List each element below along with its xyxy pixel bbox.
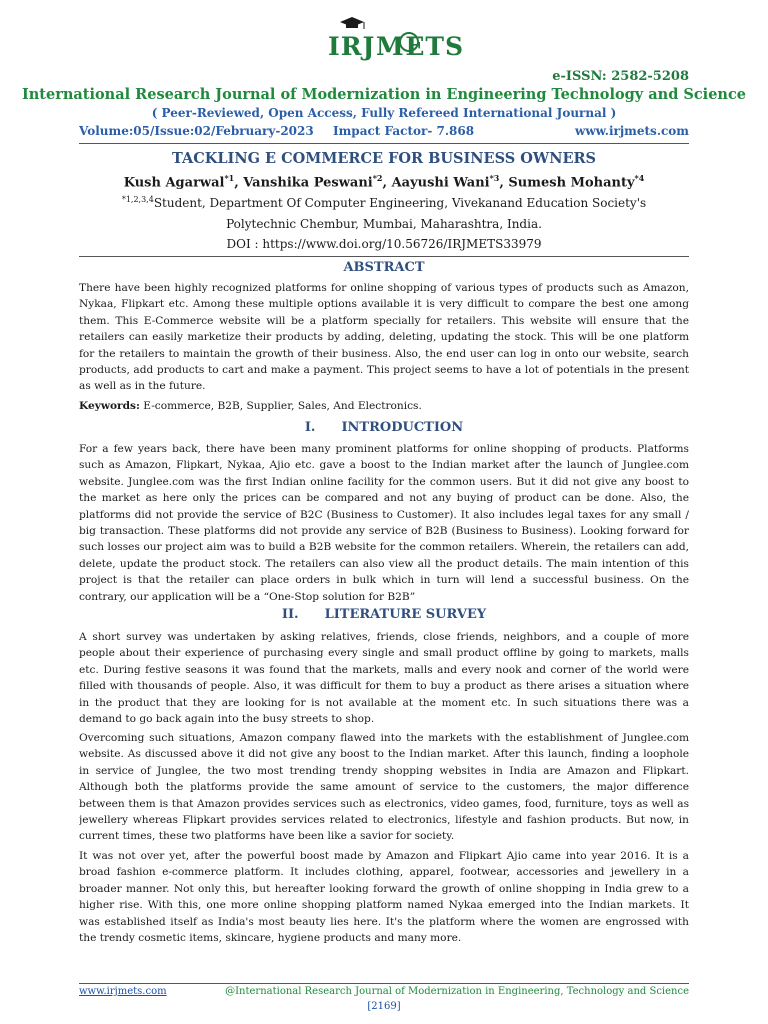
text-line: broader manner. Not only this, but hereafter looking forward the growth of online shopping in India grew to a bbox=[79, 882, 689, 895]
author-list: Kush Agarwal$^{*1}$, Vanshika Peswani$^{*2}$, Aayushi Wani$^{*3}$, Sumesh Mohanty$^{*4}$ bbox=[123, 173, 645, 191]
text-line: platforms did not provide the service of B2C (Business to Customer). It also includes legal taxes for any small / bbox=[79, 508, 689, 521]
text-line: project is that the retailer can place orders in bulk which in turn will lend a successful business. On the bbox=[79, 574, 689, 587]
header-divider bbox=[79, 143, 689, 144]
text-line: A short survey was undertaken by asking relatives, friends, close friends, neighbors, and a couple of more bbox=[79, 631, 689, 643]
footer-divider bbox=[79, 983, 689, 984]
volume-row bbox=[79, 124, 689, 142]
abstract-heading: ABSTRACT bbox=[343, 260, 425, 275]
text-line: big transaction. These platforms did not provide any service of B2B (Business to Business). Looking forward for bbox=[79, 524, 689, 537]
abstract-paragraph bbox=[79, 280, 689, 395]
author-sup: *4 bbox=[634, 173, 645, 183]
text-line: as well as in the future. bbox=[79, 380, 206, 393]
text-line: current times, these two platforms have been like a savior for society. bbox=[79, 830, 455, 843]
text-line: demand to go back again into the busy streets to shop. bbox=[79, 712, 375, 725]
author-name: Sumesh Mohanty bbox=[508, 175, 635, 191]
text-line: Although both the platforms provide the same amount of service to the customers, the major difference bbox=[79, 781, 689, 794]
journal-logo: IRJMETS bbox=[318, 14, 458, 64]
text-line: jewellery whereas Flipkart provides services related to electronics, lifestyle and fashion products. But now, in bbox=[79, 813, 689, 826]
text-line: broad fashion e-commerce platform. It includes clothing, apparel, footwear, accessories and jewellery in a bbox=[79, 866, 689, 879]
doi-link[interactable]: DOI : https://www.doi.org/10.56726/IRJMETS33979 bbox=[226, 237, 542, 251]
logo-text-left: IRJ bbox=[328, 32, 376, 61]
impact-factor: Impact Factor- 7.868 bbox=[333, 124, 475, 138]
text-line: website. As discussed above it did not give any boost to the Indian market. After this launch, finding a loophole bbox=[79, 748, 689, 761]
text-line: Nykaa, Flipkart etc. Among these multiple options available it is very difficult to compare the best one among bbox=[79, 298, 689, 311]
footer-copyright: @International Research Journal of Modernization in Engineering, Technology and Science bbox=[225, 986, 689, 997]
text-line: people about their experience of purchasing every single and small product offline by going to markets, malls bbox=[79, 647, 689, 660]
affiliation-sup: *1,2,3,4 bbox=[121, 195, 154, 204]
text-line: them. This E-Commerce website will be a platform specially for retailers. This website will ensure that the bbox=[79, 314, 689, 327]
text-line: in service of Junglee, the two most trending trendy shopping websites in India are Amazon and Flipkart. bbox=[79, 764, 689, 777]
section-number: II. bbox=[281, 607, 299, 622]
author-sup: *3 bbox=[489, 173, 500, 183]
footer-website-link[interactable]: www.irjmets.com bbox=[79, 986, 167, 997]
text-line: the trendy cosmetic items, skincare, hygiene products and many more. bbox=[79, 931, 462, 944]
website-link[interactable]: www.irjmets.com bbox=[575, 124, 689, 138]
literature-paragraph-2 bbox=[79, 730, 689, 845]
text-line: filled with thousands of people. Also, it was difficult for them to buy a product as there arises a situation where bbox=[79, 680, 689, 693]
issn: e-ISSN: 2582-5208 bbox=[552, 69, 689, 84]
author-name: Aayushi Wani bbox=[391, 175, 490, 191]
text-line: contrary, our application will be a “One-Stop solution for B2B” bbox=[79, 590, 416, 603]
author-name: Kush Agarwal bbox=[123, 175, 225, 191]
text-line: For a few years back, there have been many prominent platforms for online shopping of products. Platforms bbox=[79, 443, 689, 455]
text-line: Overcoming such situations, Amazon company flawed into the markets with the establishment of Junglee.com bbox=[79, 732, 689, 744]
literature-paragraph-1 bbox=[79, 629, 689, 727]
logo-text-right: ETS bbox=[405, 32, 465, 61]
text-line: the market as here only the prices can be compared and not any buying of product can be done. Also, the bbox=[79, 492, 689, 505]
keywords-value: E-commerce, B2B, Supplier, Sales, And Electronics. bbox=[139, 400, 422, 412]
author-name: Vanshika Peswani bbox=[243, 175, 373, 191]
text-line: such as Amazon, Flipkart, Nykaa, Ajio etc. gave a boost to the Indian market after the launch of Junglee.com bbox=[79, 459, 689, 472]
text-line: between them is that Amazon provides services such as electronics, video games, food, furniture, toys as well as bbox=[79, 797, 689, 810]
title-divider bbox=[79, 256, 689, 257]
text-line: higher rise. With this, one more online shopping platform named Nykaa emerged into the Indian markets. It bbox=[79, 899, 689, 912]
text-line: website. Junglee.com was the first Indian online facility for the common users. But it did not give any boost to bbox=[79, 475, 689, 488]
author-sup: *2 bbox=[372, 173, 383, 183]
text-line: for the retailers to maintain the growth of their business. Also, the end user can log in onto our website, search bbox=[79, 347, 689, 360]
literature-heading bbox=[0, 607, 768, 622]
text-line: such losses our project aim was to build a B2B website for the common retailers. Wherein, the retailers can add, bbox=[79, 541, 689, 554]
keywords bbox=[79, 400, 689, 412]
volume-info: Volume:05/Issue:02/February-2023 bbox=[79, 124, 314, 138]
text-line: was established itself as India's most beauty lies here. It's the platform where the women are engrossed with bbox=[79, 915, 689, 928]
paper-title: TACKLING E COMMERCE FOR BUSINESS OWNERS bbox=[171, 150, 597, 167]
text-line: etc. During festive seasons it was found that the markets, malls and every nook and corner of the world were bbox=[79, 663, 689, 676]
affiliation-line-1: $^{*1,2,3,4}$Student, Department Of Computer Engineering, Vivekanand Education Society's bbox=[121, 195, 647, 210]
text-line: products, add products to cart and make a payment. This project seems to have a lot of potentials in the present bbox=[79, 363, 689, 376]
text-line: in the product that they are looking for is not available at the moment etc. In such situations there was a bbox=[79, 696, 689, 709]
introduction-paragraph bbox=[79, 441, 689, 605]
peer-review-note: ( Peer-Reviewed, Open Access, Fully Refereed International Journal ) bbox=[151, 106, 617, 120]
text-line: It was not over yet, after the powerful boost made by Amazon and Flipkart Ajio came into year 2016. It is a bbox=[79, 850, 689, 862]
keywords-label: Keywords: bbox=[79, 400, 140, 412]
literature-paragraph-3 bbox=[79, 848, 689, 946]
text-line: There have been highly recognized platforms for online shopping of various types of products such as Amazon, bbox=[79, 282, 689, 294]
author-sup: *1 bbox=[224, 173, 235, 183]
text-line: retailers can easily marketize their products by adding, deleting, updating the stock. This will be one platform bbox=[79, 331, 689, 344]
introduction-heading bbox=[0, 420, 768, 435]
section-number: I. bbox=[304, 420, 316, 435]
affiliation-line-2: Polytechnic Chembur, Mumbai, Maharashtra, India. bbox=[226, 217, 542, 231]
text-line: delete, update the product stock. The retailers can also view all the product details. The main intention of this bbox=[79, 557, 689, 570]
section-title: LITERATURE SURVEY bbox=[324, 607, 487, 622]
journal-title: International Research Journal of Modernization in Engineering Technology and Science bbox=[21, 86, 747, 103]
page-number: [2169] bbox=[367, 1001, 401, 1012]
section-title: INTRODUCTION bbox=[341, 420, 464, 435]
